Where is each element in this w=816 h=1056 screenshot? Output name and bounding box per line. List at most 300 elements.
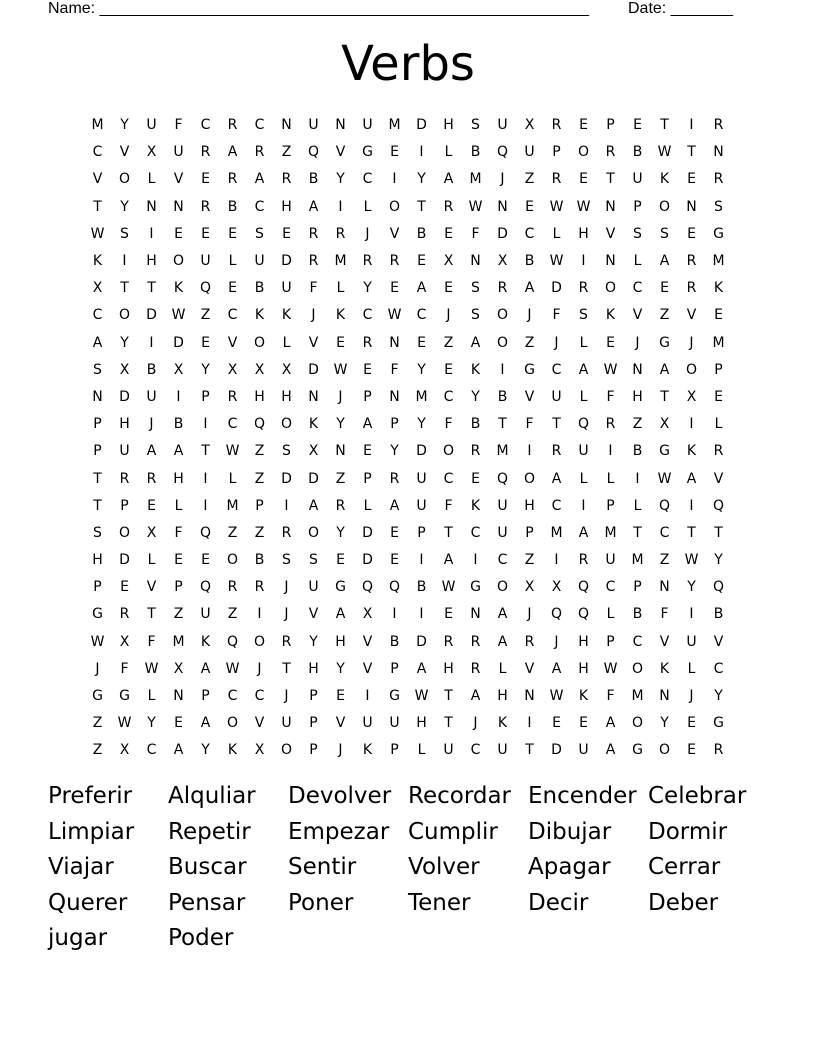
grid-letter: V: [713, 470, 724, 487]
grid-letter: N: [389, 388, 400, 405]
grid-row: [84, 139, 732, 166]
grid-letter: C: [416, 307, 427, 324]
grid-letter: N: [497, 198, 508, 215]
grid-letter: H: [578, 660, 589, 677]
grid-letter: A: [362, 416, 373, 433]
grid-letter: T: [687, 524, 696, 541]
grid-letter: L: [579, 388, 588, 405]
grid-letter: Z: [173, 606, 184, 623]
word-bank-item: Apagar: [528, 854, 611, 881]
grid-letter: E: [336, 552, 345, 569]
grid-letter: E: [471, 470, 480, 487]
grid-letter: U: [551, 388, 562, 405]
grid-letter: Z: [632, 416, 643, 433]
grid-letter: J: [257, 660, 262, 677]
grid-letter: I: [527, 443, 532, 460]
grid-letter: E: [174, 225, 183, 242]
grid-letter: A: [335, 606, 346, 623]
grid-letter: V: [335, 144, 346, 161]
grid-letter: R: [497, 280, 508, 297]
grid-letter: K: [227, 742, 238, 759]
grid-letter: G: [470, 579, 481, 596]
grid-row: [84, 302, 732, 329]
grid-letter: L: [363, 198, 372, 215]
grid-letter: C: [362, 307, 373, 324]
grid-letter: U: [146, 388, 157, 405]
grid-row: [84, 710, 732, 737]
grid-letter: D: [119, 552, 130, 569]
grid-letter: R: [389, 253, 400, 270]
grid-letter: N: [632, 361, 643, 378]
grid-letter: U: [578, 742, 589, 759]
grid-letter: E: [201, 171, 210, 188]
grid-letter: C: [632, 633, 643, 650]
grid-row: [84, 493, 732, 520]
grid-letter: L: [633, 497, 642, 514]
grid-letter: W: [225, 660, 240, 677]
grid-letter: K: [578, 688, 589, 705]
grid-letter: A: [389, 497, 400, 514]
grid-letter: C: [146, 742, 157, 759]
grid-letter: A: [173, 742, 184, 759]
grid-letter: P: [363, 470, 372, 487]
grid-letter: K: [659, 660, 670, 677]
grid-letter: I: [338, 198, 343, 215]
grid-letter: N: [659, 688, 670, 705]
grid-letter: P: [390, 416, 399, 433]
grid-letter: V: [632, 307, 643, 324]
grid-letter: R: [227, 117, 238, 134]
grid-letter: K: [308, 416, 319, 433]
grid-row: [84, 330, 732, 357]
grid-letter: S: [120, 225, 129, 242]
grid-row: [84, 465, 732, 492]
grid-letter: R: [308, 225, 319, 242]
grid-letter: E: [633, 117, 642, 134]
grid-row: [84, 112, 732, 139]
grid-letter: E: [336, 688, 345, 705]
grid-letter: Y: [201, 361, 210, 378]
grid-row: [84, 166, 732, 193]
grid-letter: M: [469, 171, 482, 188]
grid-letter: P: [606, 117, 615, 134]
grid-letter: I: [554, 552, 559, 569]
grid-letter: P: [390, 742, 399, 759]
grid-letter: E: [444, 280, 453, 297]
grid-letter: Z: [227, 524, 238, 541]
grid-letter: W: [576, 198, 591, 215]
grid-letter: I: [149, 225, 154, 242]
grid-letter: F: [471, 225, 480, 242]
grid-letter: D: [308, 361, 319, 378]
grid-letter: J: [500, 171, 505, 188]
grid-row: [84, 574, 732, 601]
grid-letter: S: [579, 307, 588, 324]
grid-letter: I: [419, 144, 424, 161]
grid-letter: E: [363, 443, 372, 460]
grid-letter: V: [524, 660, 535, 677]
grid-letter: A: [470, 688, 481, 705]
grid-letter: E: [606, 334, 615, 351]
grid-letter: T: [147, 606, 156, 623]
grid-letter: Q: [199, 280, 212, 297]
grid-letter: H: [119, 416, 130, 433]
grid-letter: J: [95, 660, 100, 677]
grid-letter: N: [281, 117, 292, 134]
grid-letter: H: [443, 117, 454, 134]
grid-letter: N: [173, 688, 184, 705]
grid-letter: W: [549, 253, 564, 270]
grid-letter: A: [605, 742, 616, 759]
grid-letter: R: [254, 579, 265, 596]
word-bank-item: jugar: [48, 925, 108, 952]
grid-letter: T: [498, 416, 507, 433]
grid-letter: R: [578, 552, 589, 569]
grid-letter: L: [147, 688, 156, 705]
grid-letter: I: [392, 606, 397, 623]
grid-letter: R: [281, 524, 292, 541]
grid-letter: K: [605, 307, 616, 324]
grid-letter: P: [606, 497, 615, 514]
word-bank-item: Poner: [288, 889, 354, 916]
grid-letter: R: [227, 579, 238, 596]
date-field: Date: _______: [628, 0, 733, 17]
grid-letter: U: [200, 606, 211, 623]
grid-letter: T: [417, 198, 426, 215]
grid-letter: P: [525, 524, 534, 541]
grid-letter: I: [608, 443, 613, 460]
grid-letter: Q: [712, 579, 725, 596]
grid-letter: R: [686, 253, 697, 270]
grid-letter: W: [657, 470, 672, 487]
grid-letter: X: [524, 579, 535, 596]
grid-letter: S: [714, 198, 723, 215]
grid-row: [84, 520, 732, 547]
grid-letter: Z: [92, 715, 103, 732]
grid-letter: L: [714, 416, 723, 433]
grid-letter: B: [389, 633, 400, 650]
grid-letter: V: [308, 334, 319, 351]
grid-letter: X: [524, 117, 535, 134]
grid-letter: Q: [496, 470, 509, 487]
grid-letter: F: [525, 416, 534, 433]
grid-letter: D: [497, 225, 508, 242]
grid-letter: L: [228, 253, 237, 270]
grid-letter: P: [174, 579, 183, 596]
grid-letter: C: [713, 660, 724, 677]
grid-letter: V: [119, 144, 130, 161]
grid-letter: J: [527, 307, 532, 324]
grid-letter: J: [446, 307, 451, 324]
grid-letter: F: [174, 117, 183, 134]
grid-letter: S: [633, 225, 642, 242]
grid-letter: H: [632, 388, 643, 405]
word-bank-item: Cumplir: [408, 818, 498, 845]
grid-letter: G: [713, 225, 724, 242]
grid-row: [84, 248, 732, 275]
grid-letter: X: [659, 416, 670, 433]
grid-letter: R: [524, 633, 535, 650]
grid-letter: I: [689, 497, 694, 514]
grid-letter: I: [419, 552, 424, 569]
word-bank-item: Cerrar: [648, 854, 721, 881]
grid-row: [84, 411, 732, 438]
grid-letter: E: [687, 225, 696, 242]
grid-letter: Q: [307, 144, 320, 161]
grid-letter: R: [713, 171, 724, 188]
grid-letter: D: [281, 470, 292, 487]
grid-letter: N: [308, 388, 319, 405]
grid-letter: R: [470, 443, 481, 460]
grid-letter: F: [147, 633, 156, 650]
grid-letter: I: [203, 416, 208, 433]
grid-letter: W: [90, 633, 105, 650]
grid-letter: O: [226, 552, 239, 569]
grid-letter: P: [201, 688, 210, 705]
grid-letter: O: [118, 524, 131, 541]
grid-letter: D: [119, 388, 130, 405]
grid-letter: B: [713, 606, 724, 623]
grid-letter: T: [93, 470, 102, 487]
grid-letter: I: [689, 416, 694, 433]
grid-letter: E: [390, 552, 399, 569]
grid-letter: U: [281, 715, 292, 732]
grid-letter: V: [524, 388, 535, 405]
grid-letter: K: [335, 307, 346, 324]
grid-letter: H: [497, 688, 508, 705]
grid-letter: Z: [659, 552, 670, 569]
grid-letter: K: [92, 253, 103, 270]
grid-row: [84, 737, 732, 764]
grid-letter: I: [581, 497, 586, 514]
grid-letter: Q: [550, 606, 563, 623]
grid-letter: Q: [496, 144, 509, 161]
grid-letter: V: [713, 633, 724, 650]
grid-letter: S: [471, 307, 480, 324]
grid-letter: C: [362, 171, 373, 188]
grid-letter: D: [416, 117, 427, 134]
grid-letter: H: [578, 225, 589, 242]
grid-letter: O: [685, 361, 698, 378]
grid-letter: E: [687, 171, 696, 188]
grid-letter: B: [254, 280, 265, 297]
grid-letter: P: [255, 497, 264, 514]
worksheet-header: [48, 0, 733, 18]
grid-letter: T: [660, 117, 669, 134]
grid-letter: F: [390, 361, 399, 378]
grid-letter: O: [307, 524, 320, 541]
grid-letter: D: [281, 253, 292, 270]
grid-row: [84, 601, 732, 628]
grid-letter: I: [257, 606, 262, 623]
grid-letter: U: [146, 117, 157, 134]
grid-letter: P: [552, 144, 561, 161]
grid-letter: K: [713, 280, 724, 297]
grid-letter: E: [228, 225, 237, 242]
grid-letter: R: [605, 144, 616, 161]
grid-letter: L: [282, 334, 291, 351]
grid-letter: U: [605, 552, 616, 569]
grid-letter: Y: [660, 715, 669, 732]
grid-letter: W: [684, 552, 699, 569]
grid-letter: E: [714, 388, 723, 405]
grid-letter: R: [713, 742, 724, 759]
grid-letter: V: [362, 660, 373, 677]
grid-letter: J: [284, 606, 289, 623]
grid-letter: J: [554, 334, 559, 351]
grid-letter: I: [689, 606, 694, 623]
grid-letter: Z: [281, 144, 292, 161]
grid-letter: K: [659, 171, 670, 188]
grid-letter: B: [416, 225, 427, 242]
grid-letter: U: [578, 443, 589, 460]
grid-letter: I: [122, 253, 127, 270]
grid-letter: E: [174, 715, 183, 732]
grid-letter: M: [91, 117, 104, 134]
grid-letter: S: [660, 225, 669, 242]
grid-letter: Q: [658, 497, 671, 514]
grid-letter: J: [284, 579, 289, 596]
grid-letter: S: [471, 280, 480, 297]
grid-letter: M: [631, 552, 644, 569]
grid-letter: Y: [417, 171, 426, 188]
grid-letter: B: [632, 606, 643, 623]
grid-row: [84, 547, 732, 574]
grid-letter: U: [308, 117, 319, 134]
grid-letter: A: [551, 660, 562, 677]
grid-letter: F: [660, 606, 669, 623]
grid-letter: M: [388, 117, 401, 134]
grid-letter: H: [146, 253, 157, 270]
grid-letter: J: [311, 307, 316, 324]
grid-letter: U: [497, 497, 508, 514]
grid-letter: I: [176, 388, 181, 405]
grid-letter: X: [227, 361, 238, 378]
grid-letter: J: [338, 388, 343, 405]
grid-letter: N: [659, 579, 670, 596]
word-bank-item: Repetir: [168, 818, 251, 845]
grid-letter: U: [389, 715, 400, 732]
word-bank-item: Decir: [528, 889, 589, 916]
grid-letter: Q: [361, 579, 374, 596]
grid-letter: X: [308, 443, 319, 460]
grid-letter: P: [309, 688, 318, 705]
grid-letter: J: [527, 606, 532, 623]
grid-letter: V: [92, 171, 103, 188]
grid-letter: A: [578, 361, 589, 378]
grid-letter: R: [578, 280, 589, 297]
grid-letter: B: [227, 198, 238, 215]
grid-letter: O: [496, 334, 509, 351]
grid-letter: T: [201, 443, 210, 460]
grid-letter: I: [203, 470, 208, 487]
grid-letter: E: [660, 280, 669, 297]
grid-letter: B: [308, 171, 319, 188]
grid-row: [84, 194, 732, 221]
grid-letter: N: [605, 253, 616, 270]
grid-letter: W: [333, 361, 348, 378]
grid-letter: C: [632, 280, 643, 297]
grid-letter: I: [203, 497, 208, 514]
grid-letter: I: [500, 361, 505, 378]
grid-letter: N: [173, 198, 184, 215]
grid-letter: S: [471, 117, 480, 134]
grid-letter: Z: [254, 470, 265, 487]
grid-letter: W: [90, 225, 105, 242]
grid-letter: G: [335, 579, 346, 596]
grid-letter: F: [444, 416, 453, 433]
grid-letter: Q: [388, 579, 401, 596]
grid-letter: Y: [390, 443, 399, 460]
grid-letter: R: [227, 388, 238, 405]
grid-letter: E: [390, 524, 399, 541]
grid-letter: P: [309, 715, 318, 732]
grid-letter: M: [226, 497, 239, 514]
grid-letter: L: [363, 497, 372, 514]
grid-letter: F: [309, 280, 318, 297]
grid-letter: W: [549, 688, 564, 705]
grid-letter: E: [147, 497, 156, 514]
grid-letter: W: [549, 198, 564, 215]
word-bank-item: Volver: [408, 854, 480, 881]
grid-letter: A: [173, 443, 184, 460]
grid-letter: Y: [417, 361, 426, 378]
grid-letter: C: [200, 117, 211, 134]
grid-letter: W: [603, 660, 618, 677]
grid-letter: E: [363, 361, 372, 378]
grid-letter: Q: [199, 579, 212, 596]
grid-letter: U: [524, 144, 535, 161]
grid-letter: N: [146, 198, 157, 215]
grid-letter: G: [92, 606, 103, 623]
grid-letter: T: [525, 742, 534, 759]
grid-letter: C: [227, 688, 238, 705]
grid-letter: B: [254, 552, 265, 569]
grid-letter: W: [387, 307, 402, 324]
grid-letter: T: [687, 144, 696, 161]
grid-letter: Z: [254, 443, 265, 460]
grid-letter: A: [92, 334, 103, 351]
grid-letter: V: [362, 633, 373, 650]
grid-letter: T: [552, 416, 561, 433]
word-bank-item: Buscar: [168, 854, 247, 881]
grid-letter: H: [443, 660, 454, 677]
grid-letter: Y: [201, 742, 210, 759]
grid-letter: I: [365, 688, 370, 705]
grid-letter: P: [390, 660, 399, 677]
word-bank-item: Dibujar: [528, 818, 612, 845]
grid-letter: E: [390, 280, 399, 297]
grid-letter: S: [93, 524, 102, 541]
grid-letter: F: [606, 388, 615, 405]
grid-letter: A: [497, 633, 508, 650]
grid-letter: A: [524, 280, 535, 297]
grid-letter: L: [579, 470, 588, 487]
grid-letter: J: [635, 334, 640, 351]
grid-letter: Y: [309, 633, 318, 650]
grid-letter: G: [524, 361, 535, 378]
grid-letter: H: [281, 388, 292, 405]
grid-letter: A: [578, 524, 589, 541]
grid-letter: B: [497, 388, 508, 405]
grid-letter: J: [365, 225, 370, 242]
grid-letter: X: [362, 606, 373, 623]
grid-letter: E: [687, 715, 696, 732]
grid-letter: U: [254, 253, 265, 270]
grid-letter: C: [659, 524, 670, 541]
grid-letter: O: [388, 198, 401, 215]
grid-letter: T: [633, 524, 642, 541]
